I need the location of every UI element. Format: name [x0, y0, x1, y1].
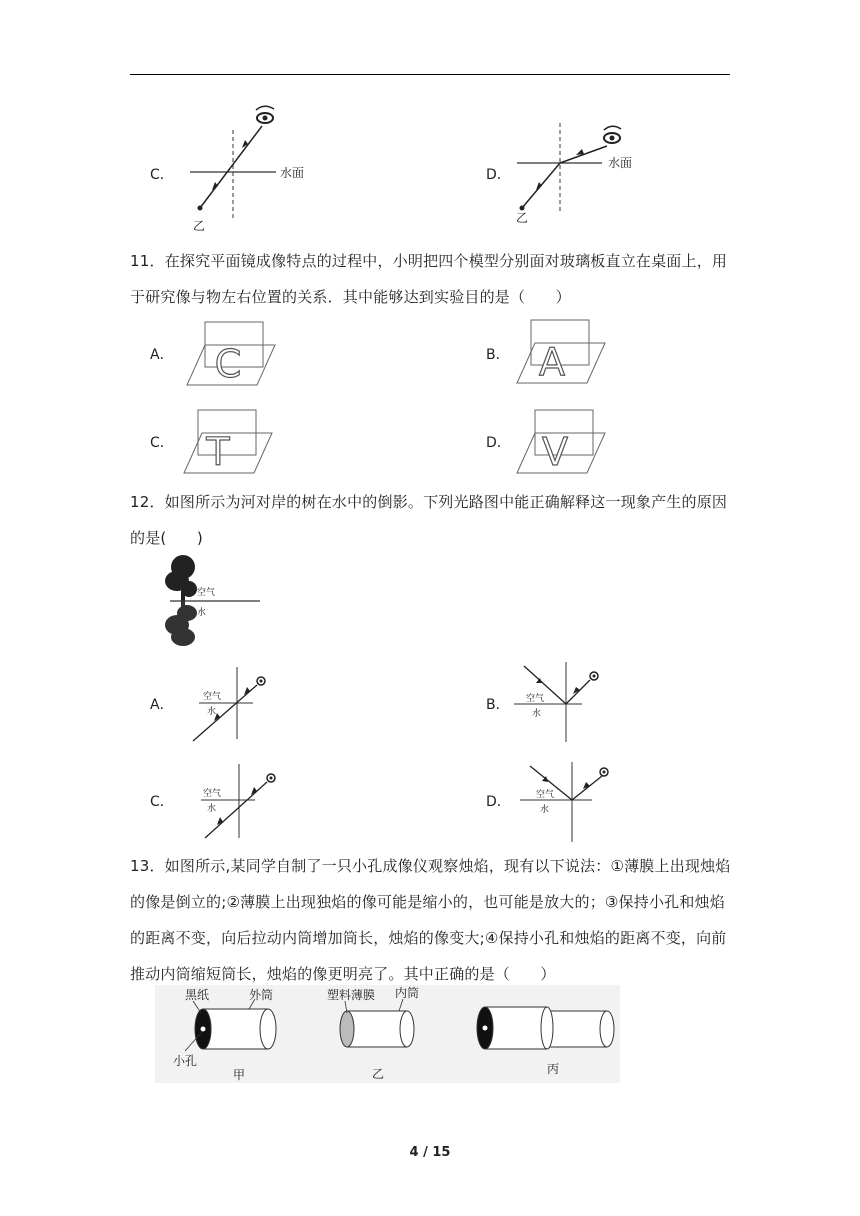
water-label: 水 [540, 805, 550, 815]
figure-jia-label: 甲 [233, 1068, 246, 1082]
q12-option-a-label[interactable]: A． [150, 697, 174, 713]
eye-icon [257, 677, 265, 685]
eye-icon [600, 768, 608, 776]
eye-icon [590, 672, 598, 680]
water-surface-label: 水面 [608, 156, 633, 170]
point-label: 乙 [516, 211, 529, 225]
model-letter: V [542, 430, 568, 474]
model-letter: C [214, 342, 242, 386]
header-rule [130, 74, 730, 75]
air-label: 空气 [203, 789, 222, 799]
figure-bing-label: 丙 [547, 1062, 560, 1076]
inner-tube-label: 内筒 [395, 986, 420, 1000]
q12-option-b-label[interactable]: B． [486, 697, 510, 713]
pinhole-label: 小孔 [173, 1054, 198, 1068]
air-label: 空气 [526, 694, 545, 704]
figure-yi-label: 乙 [372, 1067, 385, 1081]
q12-tree-reflection-figure [165, 553, 265, 647]
q12-option-a-diagram [185, 667, 270, 745]
q10-option-c-label[interactable]: C． [150, 167, 174, 183]
tree-reflection-icon [165, 601, 197, 646]
q12-option-c-diagram [185, 762, 280, 840]
assembled-camera-bing [477, 1007, 614, 1049]
q11-option-c-label[interactable]: C． [150, 435, 174, 451]
eye-icon [267, 774, 275, 782]
q12-option-d-label[interactable]: D． [486, 794, 511, 810]
q11-question-text: 11．在探究平面镜成像特点的过程中，小明把四个模型分别面对玻璃板直立在桌面上，用于研究像与物左右位置的关系．其中能够达到实验目的是（ ） [130, 252, 728, 306]
q11-option-c-diagram [182, 408, 277, 476]
outer-tube-label: 外筒 [249, 988, 274, 1002]
air-label: 空气 [197, 588, 216, 598]
eye-icon [604, 126, 621, 143]
water-label: 水 [532, 709, 542, 719]
q13-question-text: 13．如图所示,某同学自制了一只小孔成像仪观察烛焰，现有以下说法：①薄膜上出现烛焰的像是倒立的;②薄膜上出现独焰的像可能是缩小的，也可能是放大的；③保持小孔和烛焰的距离不变，向后拉动内筒增加筒长，烛焰的像变大;④保持小孔和烛焰的距离不变，向前推动内筒缩短筒长，烛焰的像更明亮了。其中正确的是（ ） [130, 857, 731, 983]
q11-option-b-diagram [515, 318, 610, 386]
q12-question-text: 12．如图所示为河对岸的树在水中的倒影。下列光路图中能正确解释这一现象产生的原因的是( ) [130, 493, 728, 547]
point-label: 乙 [193, 219, 206, 233]
tree-icon [165, 555, 197, 601]
q10-option-d-diagram [512, 118, 647, 230]
q11-option-a-diagram [185, 320, 280, 388]
q13-pinhole-camera-figure [155, 985, 620, 1083]
black-paper-label: 黑纸 [185, 988, 210, 1002]
q11-option-a-label[interactable]: A． [150, 347, 174, 363]
air-label: 空气 [536, 790, 555, 800]
q12-option-b-diagram [512, 662, 602, 744]
model-letter: T [206, 430, 230, 474]
water-surface-label: 水面 [280, 166, 305, 180]
page-number: 4 / 15 [409, 1145, 451, 1160]
water-label: 水 [207, 707, 217, 717]
air-label: 空气 [203, 692, 222, 702]
water-label: 水 [207, 804, 217, 814]
q11-option-d-label[interactable]: D． [486, 435, 511, 451]
q12-option-d-diagram [512, 762, 612, 844]
q10-option-c-diagram [188, 100, 318, 235]
eye-icon [256, 106, 274, 123]
q11-option-d-diagram [515, 408, 610, 476]
q12-option-c-label[interactable]: C． [150, 794, 174, 810]
film-label: 塑料薄膜 [327, 988, 376, 1002]
q10-option-d-label[interactable]: D． [486, 167, 511, 183]
model-letter: A [539, 340, 565, 384]
water-label: 水 [197, 608, 207, 618]
q11-option-b-label[interactable]: B． [486, 347, 510, 363]
